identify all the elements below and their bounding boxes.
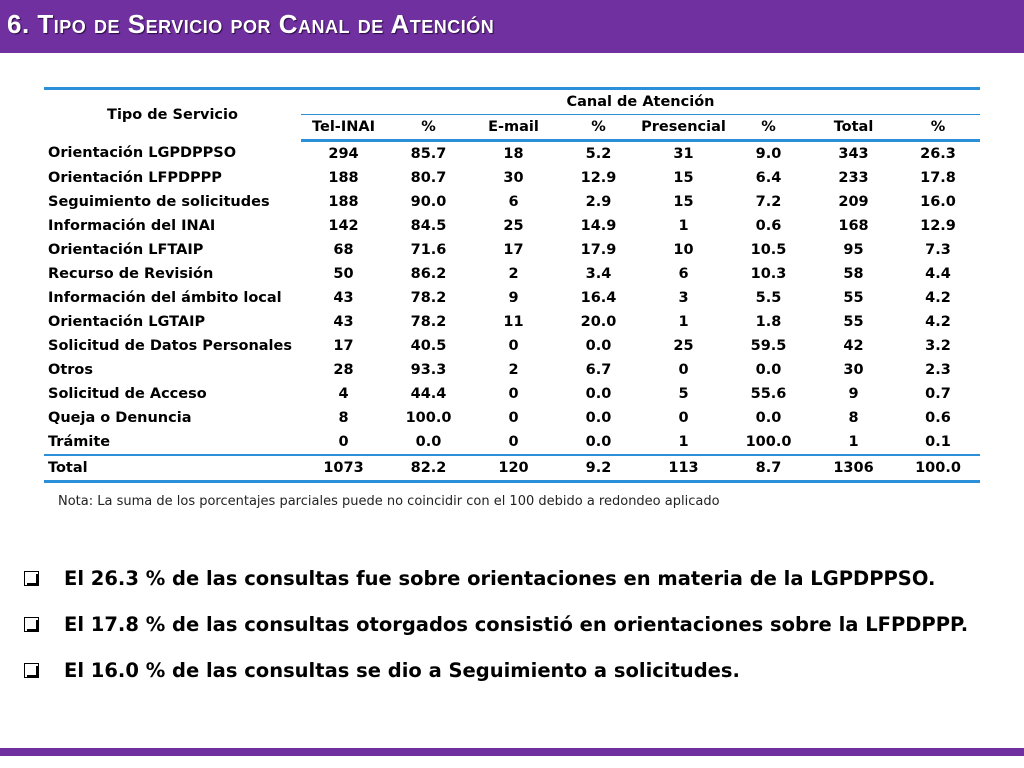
table-cell: 0.0: [755, 410, 782, 426]
service-type-cell: Información del ámbito local: [48, 290, 282, 306]
service-type-cell: Queja o Denuncia: [48, 410, 192, 426]
table-cell: 86.2: [410, 266, 447, 282]
table-cell: 90.0: [410, 194, 447, 210]
table-cell: 0.0: [585, 434, 612, 450]
table-body: [44, 141, 980, 456]
table-cell: 5.2: [585, 146, 612, 162]
table-cell: 2: [508, 362, 519, 378]
table-cell: 44.4: [410, 386, 447, 402]
service-type-header: Tipo de Servicio: [107, 107, 238, 124]
table-cell: 6: [508, 194, 519, 210]
table-cell: 1: [678, 218, 689, 234]
table-row: [44, 430, 980, 455]
table-cell: 294: [328, 146, 359, 162]
table-cell: 12.9: [580, 170, 617, 186]
table-cell: 28: [333, 362, 354, 378]
service-type-cell: Orientación LGTAIP: [48, 314, 206, 330]
table-cell: 11: [503, 314, 524, 330]
table-cell: 16.0: [920, 194, 956, 210]
table-row: [44, 382, 980, 406]
table-cell: 80.7: [410, 170, 447, 186]
service-table: [44, 87, 980, 483]
table-cell: 95: [843, 242, 864, 258]
bullet-text: El 17.8 % de las consultas otorgados consistió en orientaciones sobre la LFPDPPP.: [64, 612, 969, 636]
table-cell: 6: [678, 266, 689, 282]
table-row: [44, 166, 980, 190]
table-cell: 0: [508, 434, 519, 450]
table-cell: 15: [673, 170, 694, 186]
table-cell: 2.9: [585, 194, 612, 210]
table-cell: 100.0: [405, 410, 452, 426]
table-cell: 10.5: [750, 242, 787, 258]
table-row: [44, 262, 980, 286]
checkbox-bullet-icon: [24, 571, 39, 586]
service-type-cell: Otros: [48, 362, 94, 378]
table-cell: 71.6: [410, 242, 447, 258]
table-cell: 5.5: [755, 290, 782, 306]
table-cell: 17: [333, 338, 354, 354]
table-row: [44, 141, 980, 167]
table-note: Nota: La suma de los porcentajes parciales puede no coincidir con el 100 debido a redondeo aplicado: [58, 494, 720, 509]
table-cell: 100.0: [896, 455, 980, 482]
channel-header: Canal de Atención: [301, 89, 980, 115]
table-cell: 0: [678, 410, 689, 426]
table-cell: 7.2: [755, 194, 782, 210]
table-cell: 3: [678, 290, 689, 306]
table-cell: 0: [508, 386, 519, 402]
table-cell: 8: [338, 410, 349, 426]
table-cell: 5: [678, 386, 689, 402]
table-cell: 120: [471, 455, 556, 482]
table-cell: 16.4: [580, 290, 617, 306]
table-row: [44, 214, 980, 238]
total-row: [44, 455, 980, 482]
table-cell: 113: [641, 455, 726, 482]
table-cell: 9.0: [755, 146, 782, 162]
table-row: [44, 358, 980, 382]
table-cell: 0: [508, 338, 519, 354]
table-cell: 3.4: [585, 266, 612, 282]
service-type-cell: Orientación LGPDPPSO: [48, 145, 237, 162]
table-cell: 30: [503, 170, 524, 186]
table-cell: 0: [678, 362, 689, 378]
table-cell: 18: [503, 146, 524, 162]
table-cell: 58: [843, 266, 864, 282]
table-cell: 26.3: [920, 146, 956, 162]
table-cell: 3.2: [925, 338, 951, 354]
bullet-text: El 26.3 % de las consultas fue sobre orientaciones en materia de la LGPDPPSO.: [64, 566, 936, 590]
column-header: %: [556, 115, 641, 141]
table-cell: 188: [328, 170, 359, 186]
table-cell: 10.3: [750, 266, 787, 282]
table-row: [44, 286, 980, 310]
bottom-bar: [0, 748, 1024, 756]
column-header: Total: [811, 115, 896, 141]
table-row: [44, 310, 980, 334]
bullet-item: [22, 647, 1012, 693]
table-cell: 55: [843, 290, 864, 306]
table-cell: 10: [673, 242, 694, 258]
table-cell: 142: [328, 218, 359, 234]
table-cell: 9.2: [556, 455, 641, 482]
title-bar: [0, 0, 1024, 55]
table-cell: 12.9: [920, 218, 956, 234]
table-cell: 9: [508, 290, 519, 306]
table-cell: 25: [503, 218, 524, 234]
table-cell: 0: [508, 410, 519, 426]
table-cell: 8.7: [726, 455, 811, 482]
table-cell: 1.8: [755, 314, 782, 330]
page-title: 6. Tipo de Servicio por Canal de Atención: [7, 9, 495, 39]
table-cell: 20.0: [580, 314, 617, 330]
column-header: Tel-INAI: [301, 115, 386, 141]
table-cell: 100.0: [745, 434, 792, 450]
table-cell: 40.5: [410, 338, 447, 354]
table-cell: 0: [338, 434, 349, 450]
table-cell: 0.0: [585, 338, 612, 354]
table-cell: 93.3: [410, 362, 447, 378]
table-cell: 0.0: [585, 410, 612, 426]
table-cell: 82.2: [386, 455, 471, 482]
table-cell: 30: [843, 362, 864, 378]
table-cell: 50: [333, 266, 354, 282]
table-cell: 0.0: [755, 362, 782, 378]
column-header: %: [896, 115, 980, 141]
table-cell: 2: [508, 266, 519, 282]
table-cell: 0.6: [755, 218, 782, 234]
table-cell: 233: [838, 170, 869, 186]
table-row: [44, 406, 980, 430]
table-cell: 0.0: [585, 386, 612, 402]
table-cell: 17.8: [920, 170, 956, 186]
table-cell: 188: [328, 194, 359, 210]
table-cell: 1306: [811, 455, 896, 482]
table-row: [44, 334, 980, 358]
column-header: E-mail: [471, 115, 556, 141]
service-type-cell: Orientación LFTAIP: [48, 242, 204, 258]
service-type-cell: Solicitud de Datos Personales: [48, 338, 292, 354]
table-cell: 0.7: [925, 386, 951, 402]
service-type-cell: Seguimiento de solicitudes: [48, 194, 270, 210]
table-cell: 68: [333, 242, 354, 258]
checkbox-bullet-icon: [24, 663, 39, 678]
table-cell: 43: [333, 314, 354, 330]
bullet-item: [22, 555, 1012, 601]
table-header-row: [44, 89, 980, 115]
table-cell: 168: [838, 218, 869, 234]
table-cell: 17.9: [580, 242, 617, 258]
service-type-cell: Recurso de Revisión: [48, 266, 214, 282]
table-cell: 84.5: [410, 218, 447, 234]
table-cell: 1073: [301, 455, 386, 482]
bullet-list: [22, 555, 1012, 693]
table-cell: 6.4: [755, 170, 782, 186]
table-cell: 55.6: [750, 386, 787, 402]
table-cell: 0.6: [925, 410, 951, 426]
table-cell: 1: [848, 434, 859, 450]
table-cell: 25: [673, 338, 694, 354]
table-cell: 15: [673, 194, 694, 210]
service-type-cell: Solicitud de Acceso: [48, 386, 207, 402]
table-cell: 43: [333, 290, 354, 306]
table-cell: 17: [503, 242, 524, 258]
table-cell: 1: [678, 434, 689, 450]
bullet-item: [22, 601, 1012, 647]
table-cell: 7.3: [925, 242, 951, 258]
table-cell: 55: [843, 314, 864, 330]
table-cell: 343: [838, 146, 869, 162]
checkbox-bullet-icon: [24, 617, 39, 632]
table-row: [44, 238, 980, 262]
total-label: Total: [44, 455, 301, 482]
table-cell: 209: [838, 194, 869, 210]
column-header: %: [726, 115, 811, 141]
service-type-cell: Orientación LFPDPPP: [48, 170, 222, 186]
table-cell: 0.1: [925, 434, 951, 450]
service-type-cell: Trámite: [48, 434, 111, 450]
table-cell: 59.5: [750, 338, 787, 354]
table-cell: 6.7: [585, 362, 612, 378]
table-cell: 42: [843, 338, 864, 354]
table-cell: 8: [848, 410, 859, 426]
bullet-text: El 16.0 % de las consultas se dio a Seguimiento a solicitudes.: [64, 658, 740, 682]
service-type-cell: Información del INAI: [48, 218, 216, 234]
table-cell: 9: [848, 386, 859, 402]
table-cell: 4.4: [925, 266, 951, 282]
column-header: %: [386, 115, 471, 141]
table-cell: 2.3: [925, 362, 951, 378]
table-cell: 14.9: [580, 218, 617, 234]
column-header: Presencial: [641, 115, 726, 141]
table-cell: 1: [678, 314, 689, 330]
table-row: [44, 190, 980, 214]
table-cell: 78.2: [410, 314, 447, 330]
table-cell: 4.2: [925, 290, 951, 306]
table-cell: 31: [673, 146, 694, 162]
table-cell: 0.0: [415, 434, 442, 450]
table-cell: 85.7: [410, 146, 447, 162]
table-cell: 4: [338, 386, 349, 402]
table-cell: 4.2: [925, 314, 951, 330]
table-cell: 78.2: [410, 290, 447, 306]
